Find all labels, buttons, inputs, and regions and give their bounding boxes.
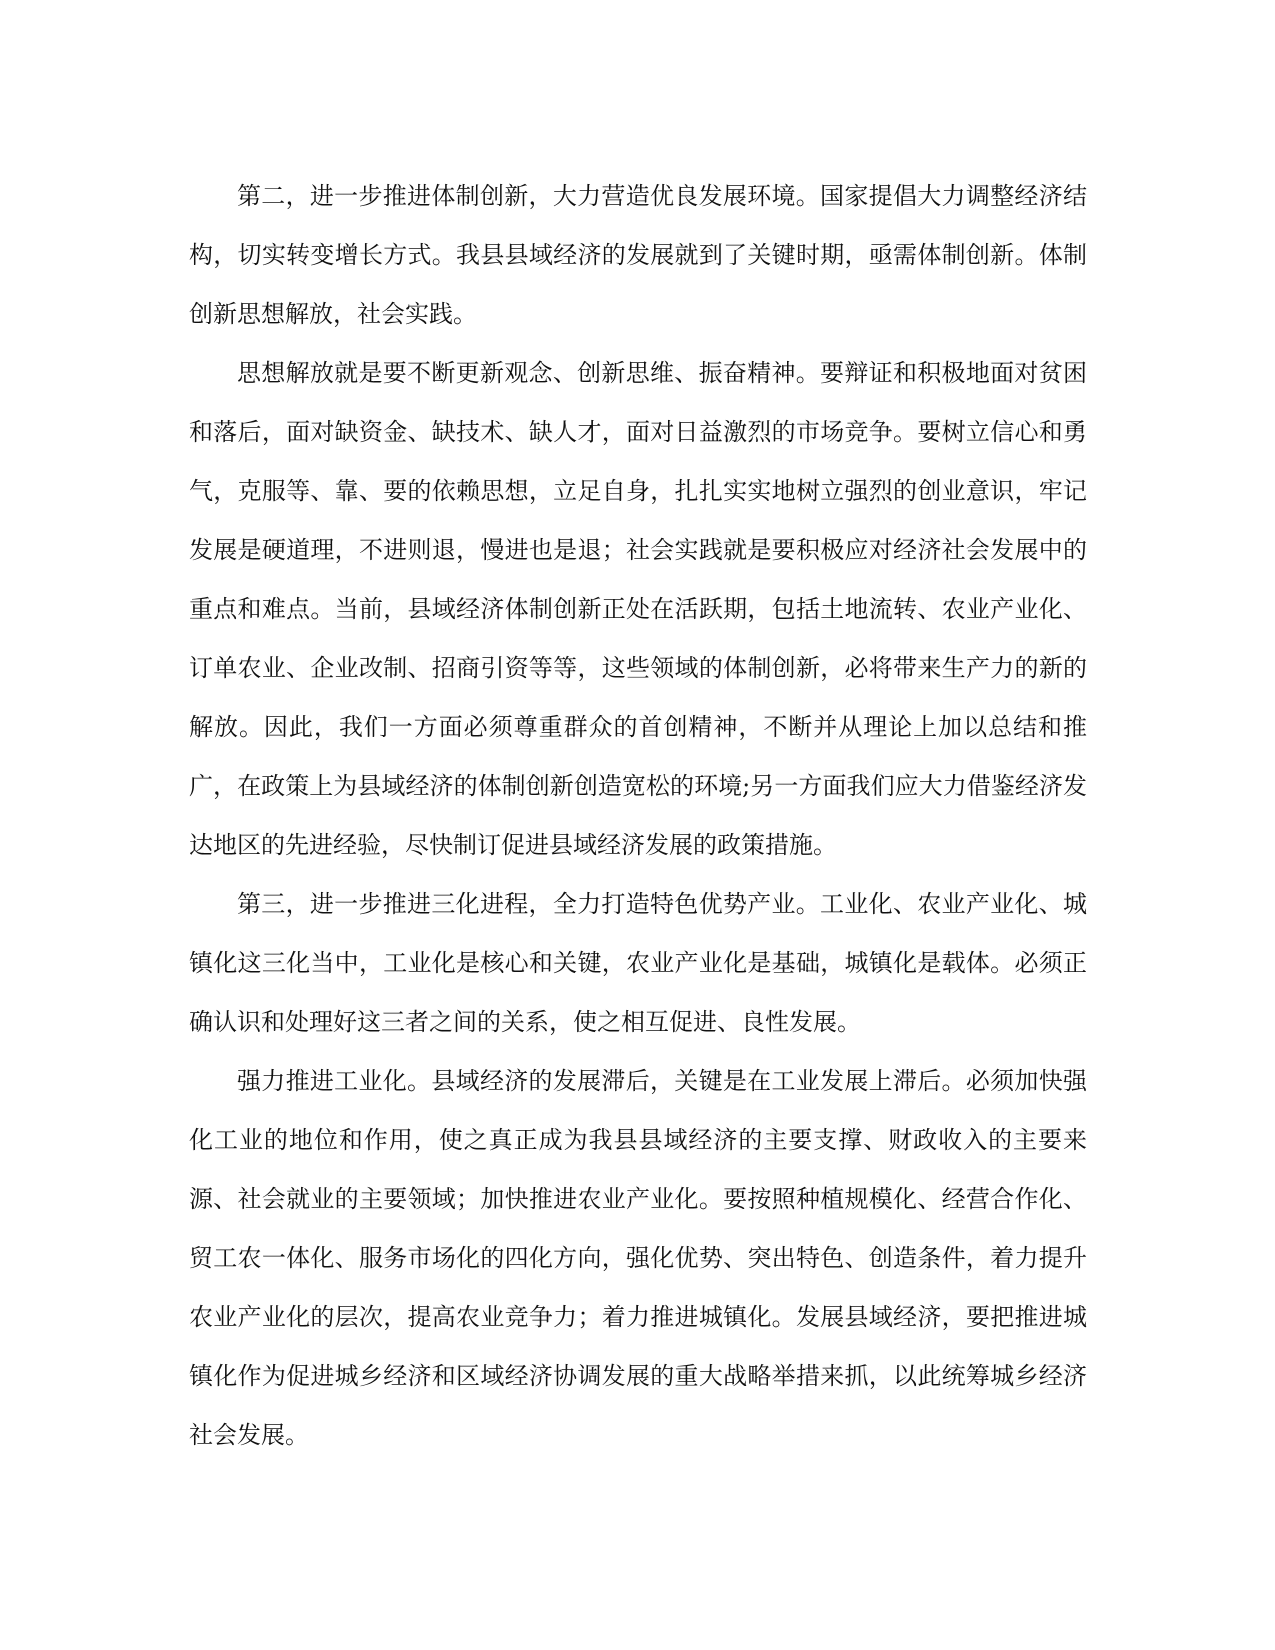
document-body — [189, 167, 1087, 1465]
paragraph-4: 强力推进工业化。县域经济的发展滞后，关键是在工业发展上滞后。必须加快强化工业的地位和作用，使之真正成为我县县域经济的主要支撑、财政收入的主要来源、社会就业的主要领域；加快推进农业产业化。要按照种植规模化、经营合作化、贸工农一体化、服务市场化的四化方向，强化优势、突出特色、创造条件，着力提升农业产业化的层次，提高农业竞争力；着力推进城镇化。发展县域经济，要把推进城镇化作为促进城乡经济和区域经济协调发展的重大战略举措来抓，以此统筹城乡经济社会发展。 — [189, 1067, 1087, 1449]
paragraph-3: 第三，进一步推进三化进程，全力打造特色优势产业。工业化、农业产业化、城镇化这三化当中，工业化是核心和关键，农业产业化是基础，城镇化是载体。必须正确认识和处理好这三者之间的关系，使之相互促进、良性发展。 — [189, 890, 1087, 1036]
paragraph-2: 思想解放就是要不断更新观念、创新思维、振奋精神。要辩证和积极地面对贫困和落后，面对缺资金、缺技术、缺人才，面对日益激烈的市场竞争。要树立信心和勇气，克服等、靠、要的依赖思想，立足自身，扎扎实实地树立强烈的创业意识，牢记发展是硬道理，不进则退，慢进也是退；社会实践就是要积极应对经济社会发展中的重点和难点。当前，县域经济体制创新正处在活跃期，包括土地流转、农业产业化、订单农业、企业改制、招商引资等等，这些领域的体制创新，必将带来生产力的新的解放。因此，我们一方面必须尊重群众的首创精神，不断并从理论上加以总结和推广，在政策上为县域经济的体制创新创造宽松的环境;另一方面我们应大力借鉴经济发达地区的先进经验，尽快制订促进县域经济发展的政策措施。 — [189, 359, 1087, 859]
paragraph-1: 第二，进一步推进体制创新，大力营造优良发展环境。国家提倡大力调整经济结构，切实转变增长方式。我县县域经济的发展就到了关键时期，亟需体制创新。体制创新思想解放，社会实践。 — [189, 182, 1087, 328]
